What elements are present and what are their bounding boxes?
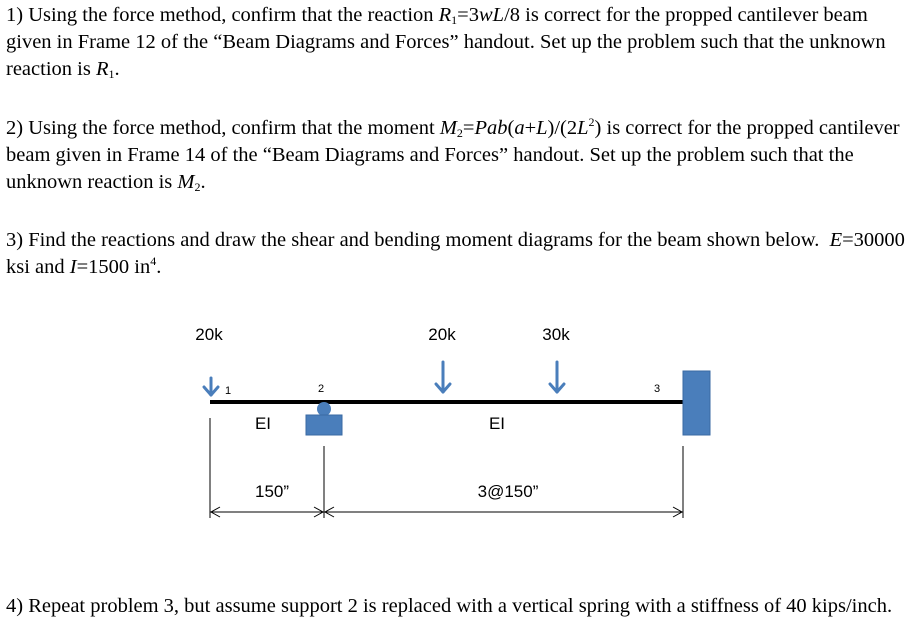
dimension-label-2: 3@150”	[477, 482, 539, 501]
problem-3: 3) Find the reactions and draw the shear and bending moment diagrams for the beam shown below. E=30000 ksi and I=1500 $in^4$.	[6, 229, 905, 278]
node-label-1: 1	[225, 385, 232, 397]
fixed-support	[683, 371, 710, 435]
dimension-label-1: 150”	[254, 482, 290, 501]
load-label-1: 20k	[195, 325, 223, 344]
load-arrow-3	[550, 362, 564, 392]
problem-1: 1) Using the force method, confirm that the reaction $R_1=3wL/8$ is correct for the propped cantilever beam given in Frame 12 of the “Beam Diagrams and Forces” handout. Set up the problem such that the unknown reaction is $R_1$.	[6, 4, 886, 81]
ei-label-2: EI	[488, 414, 506, 433]
load-label-2: 20k	[428, 325, 456, 344]
node-label-2: 2	[318, 383, 325, 395]
dimension-line-1	[210, 507, 324, 517]
node-label-3: 3	[654, 383, 661, 395]
load-label-3: 30k	[542, 325, 570, 344]
problem-2: 2) Using the force method, confirm that the moment $M_2=Pab(a+L)/(2L^2)$ is correct for the propped cantilever beam given in Frame 14 of the “Beam Diagrams and Forces” handout. Set up the problem such that the unknown reaction is $M_2$.	[6, 115, 900, 194]
dimension-line-2	[324, 507, 683, 517]
load-arrow-1	[204, 378, 218, 395]
problem-4: 4) Repeat problem 3, but assume support 2 is replaced with a vertical spring with a stiffness of 40 kips/inch.	[6, 595, 893, 617]
roller-support	[306, 402, 342, 435]
ei-label-1: EI	[254, 414, 272, 433]
load-arrow-2	[436, 362, 450, 392]
